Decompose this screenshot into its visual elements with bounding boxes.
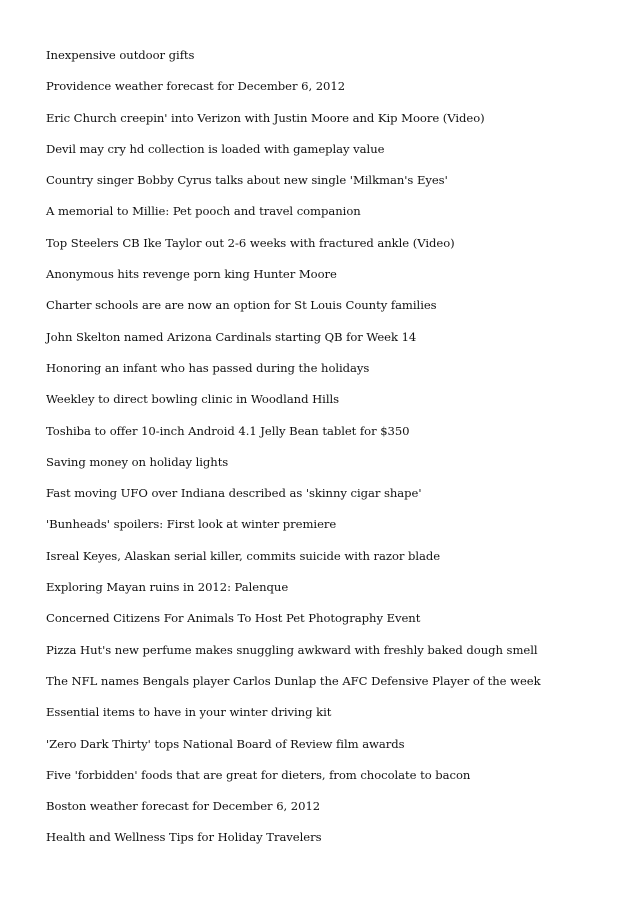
headline-item: Country singer Bobby Cyrus talks about new single 'Milkman's Eyes': [46, 173, 448, 188]
headline-item: John Skelton named Arizona Cardinals starting QB for Week 14: [46, 329, 417, 344]
headline-item: 'Zero Dark Thirty' tops National Board of Review film awards: [46, 736, 405, 751]
headline-item: A memorial to Millie: Pet pooch and travel companion: [46, 204, 361, 219]
headline-item: Health and Wellness Tips for Holiday Travelers: [46, 830, 322, 845]
headline-list: [46, 47, 616, 861]
headline-item: Saving money on holiday lights: [46, 454, 229, 469]
headline-item: Providence weather forecast for December 6, 2012: [46, 79, 346, 94]
headline-item: Fast moving UFO over Indiana described as 'skinny cigar shape': [46, 486, 422, 501]
headline-item: Exploring Mayan ruins in 2012: Palenque: [46, 580, 289, 595]
headline-item: Eric Church creepin' into Verizon with Justin Moore and Kip Moore (Video): [46, 110, 485, 125]
headline-item: Charter schools are are now an option for St Louis County families: [46, 298, 437, 313]
headline-item: Weekley to direct bowling clinic in Woodland Hills: [46, 392, 340, 407]
headline-item: 'Bunheads' spoilers: First look at winter premiere: [46, 517, 337, 532]
headline-item: Isreal Keyes, Alaskan serial killer, commits suicide with razor blade: [46, 548, 441, 563]
headline-item: The NFL names Bengals player Carlos Dunlap the AFC Defensive Player of the week: [46, 673, 541, 688]
headline-item: Essential items to have in your winter driving kit: [46, 705, 332, 720]
headline-item: Inexpensive outdoor gifts: [46, 48, 195, 62]
headline-item: Five 'forbidden' foods that are great for dieters, from chocolate to bacon: [46, 767, 471, 782]
headline-item: Pizza Hut's new perfume makes snuggling awkward with freshly baked dough smell: [46, 642, 538, 657]
headline-item: Top Steelers CB Ike Taylor out 2-6 weeks with fractured ankle (Video): [46, 235, 455, 250]
headline-item: Anonymous hits revenge porn king Hunter Moore: [46, 267, 337, 282]
headline-item: Concerned Citizens For Animals To Host Pet Photography Event: [46, 611, 421, 626]
headline-item: Devil may cry hd collection is loaded with gameplay value: [46, 141, 385, 156]
headline-item: Honoring an infant who has passed during the holidays: [46, 360, 370, 375]
headline-item: Toshiba to offer 10-inch Android 4.1 Jelly Bean tablet for $350: [46, 423, 410, 438]
headline-item: Boston weather forecast for December 6, 2012: [46, 799, 321, 814]
